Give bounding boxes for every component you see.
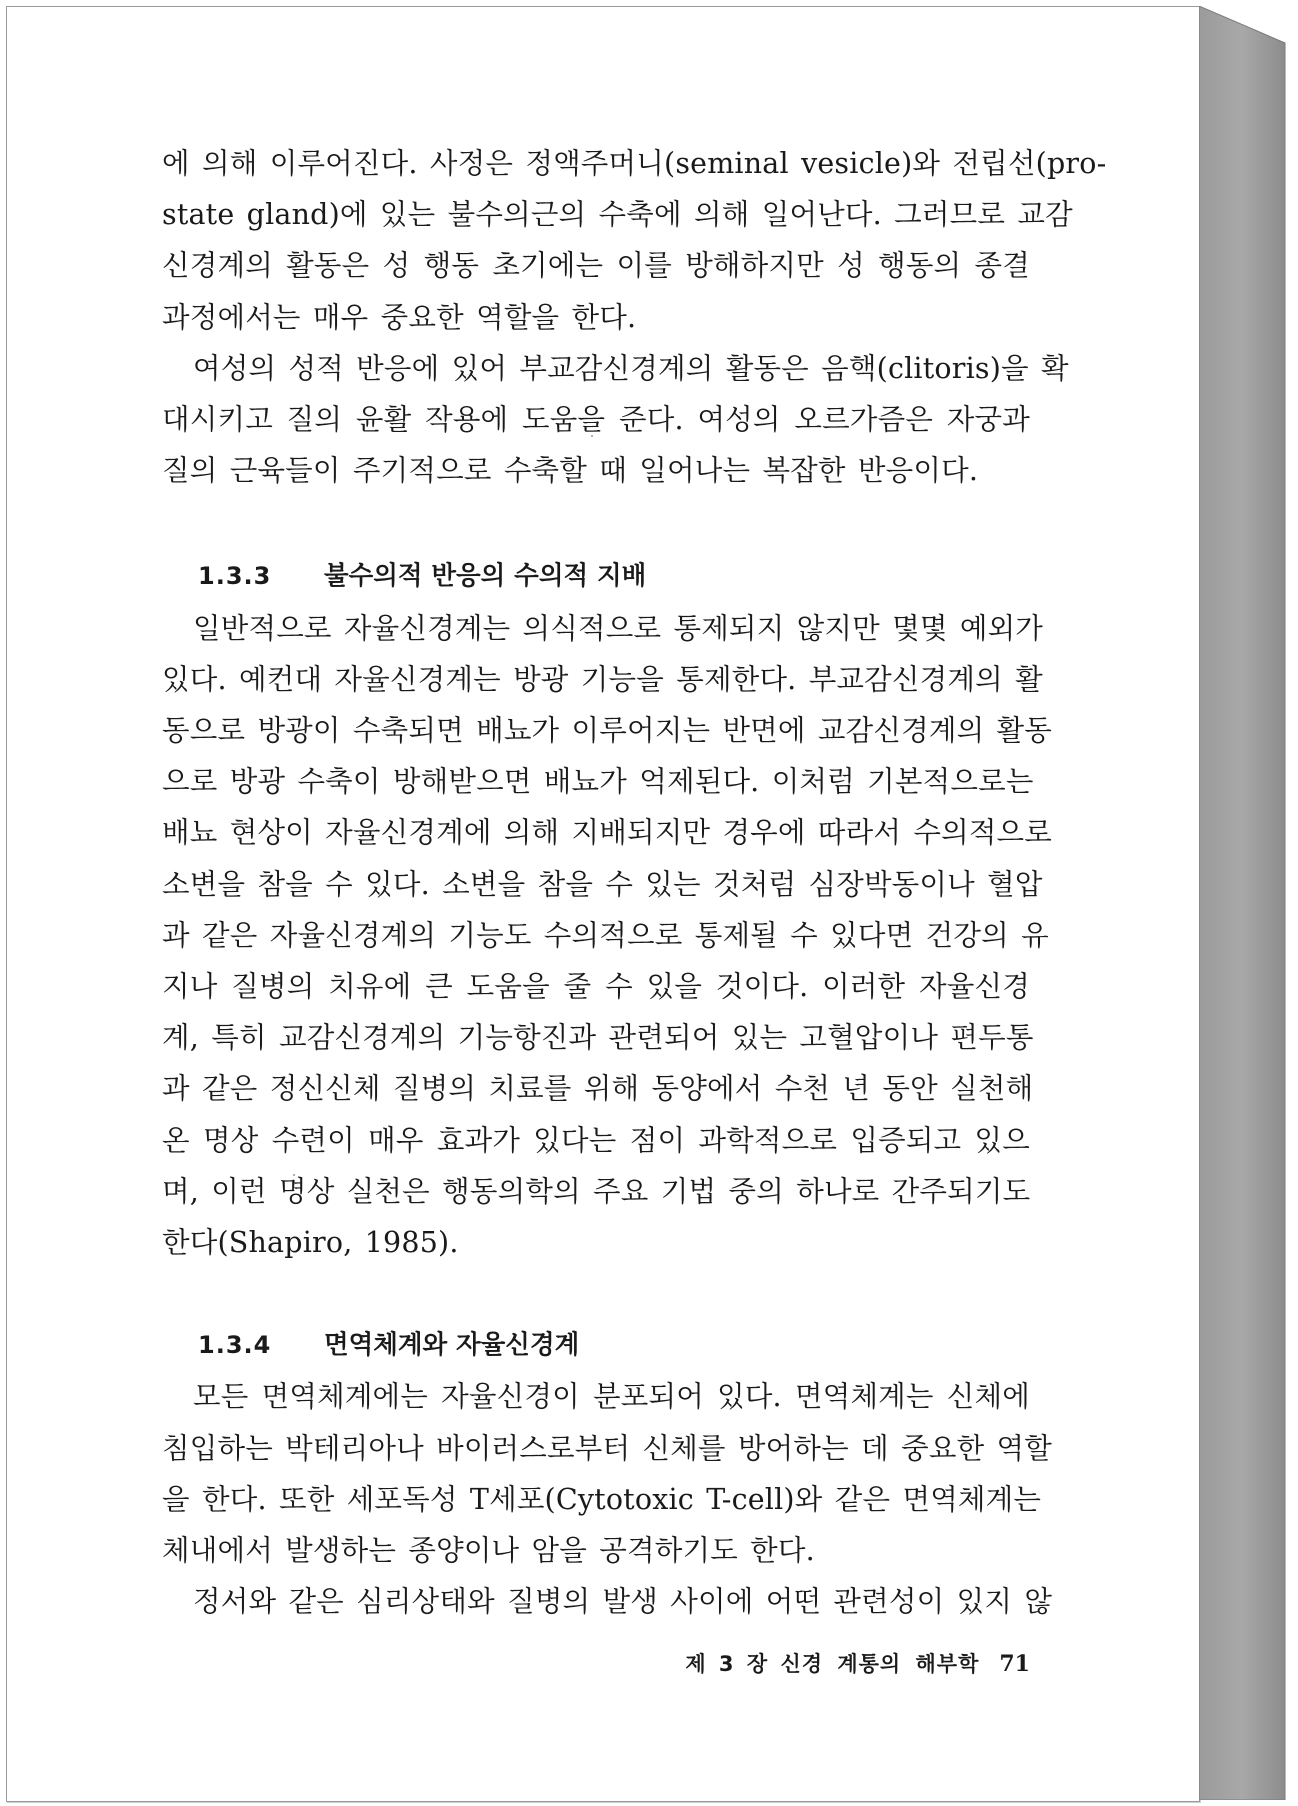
text-line: 체내에서 발생하는 종양이나 암을 공격하기도 한다. (162, 1534, 815, 1568)
text-line: 여성의 성적 반응에 있어 부교감신경계의 활동은 음핵(clitoris)을 확 (193, 351, 1069, 385)
text-line: 배뇨 현상이 자율신경계에 의해 지배되지만 경우에 따라서 수의적으로 (162, 816, 1053, 850)
section-spacer (162, 496, 1030, 551)
book-edge (1199, 6, 1289, 1800)
text-line: 침입하는 박테리아나 바이러스로부터 신체를 방어하는 데 중요한 역할 (162, 1431, 1053, 1465)
section-heading-1-3-4 (162, 1320, 1030, 1371)
text-line: 과 같은 정신신체 질병의 치료를 위해 동양에서 수천 년 동안 실천해 (162, 1072, 1034, 1106)
paragraph-emotion (162, 1576, 1053, 1627)
text-line: 동으로 방광이 수축되면 배뇨가 이루어지는 반면에 교감신경계의 활동 (162, 714, 1053, 748)
chapter-title: 신경 계통의 해부학 (780, 1652, 980, 1676)
section-spacer (162, 1268, 1030, 1320)
text-line: 에 의해 이루어진다. 사정은 정액주머니(seminal vesicle)와 전립선(pro- (162, 147, 1107, 180)
page-number: 71 (999, 1651, 1030, 1677)
text-line: 한다(Shapiro, 1985). (162, 1226, 459, 1260)
text-line: 으로 방광 수축이 방해받으면 배뇨가 억제된다. 이처럼 기본적으로는 (162, 765, 1034, 799)
page-content (162, 138, 1107, 1627)
text-line: 정서와 같은 심리상태와 질병의 발생 사이에 어떤 관련성이 있지 않 (193, 1585, 1053, 1619)
paragraph-female-response (162, 343, 1069, 497)
text-line: 일반적으로 자율신경계는 의식적으로 통제되지 않지만 몇몇 예외가 (193, 611, 1044, 645)
text-line: 과정에서는 매우 중요한 역할을 한다. (162, 300, 637, 334)
text-line: 계, 특히 교감신경계의 기능항진과 관련되어 있는 고혈압이나 편두통 (162, 1021, 1034, 1055)
section-title: 불수의적 반응의 수의적 지배 (324, 561, 647, 592)
chapter-label: 제 3 장 (685, 1652, 768, 1676)
paragraph-immune-system (162, 1371, 1053, 1576)
text-line: 모든 면역체계에는 자율신경이 분포되어 있다. 면역체계는 신체에 (193, 1380, 1030, 1414)
text-line: 온 명상 수련이 매우 효과가 있다는 점이 과학적으로 입증되고 있으 (162, 1123, 1030, 1157)
text-line: 과 같은 자율신경계의 기능도 수의적으로 통제될 수 있다면 건강의 유 (162, 918, 1049, 952)
section-title: 면역체계와 자율신경계 (324, 1330, 580, 1361)
text-line: 질의 근육들이 주기적으로 수축할 때 일어나는 복잡한 반응이다. (162, 454, 979, 488)
book-edge-shading (1199, 6, 1289, 1800)
text-line: 며, 이런 명상 실천은 행동의학의 주요 기법 중의 하나로 간주되기도 (162, 1174, 1031, 1208)
text-line: 을 한다. 또한 세포독성 T세포(Cytotoxic T-cell)와 같은 면역체계는 (162, 1482, 1042, 1516)
text-line: state gland)에 있는 불수의근의 수축에 의해 일어난다. 그러므로 교감 (162, 198, 1073, 232)
text-line: 신경계의 활동은 성 행동 초기에는 이를 방해하지만 성 행동의 종결 (162, 249, 1030, 283)
running-footer (660, 1648, 1030, 1678)
section-heading-1-3-3 (162, 551, 1030, 602)
paragraph-voluntary-control (162, 603, 1053, 1269)
section-number: 1.3.3 (198, 562, 272, 591)
text-line: 있다. 예컨대 자율신경계는 방광 기능을 통제한다. 부교감신경계의 활 (162, 662, 1043, 696)
section-number: 1.3.4 (198, 1331, 272, 1360)
text-line: 대시키고 질의 윤활 작용에 도움을 준다. 여성의 오르가즘은 자궁과 (162, 403, 1030, 437)
paragraph-ejaculation (162, 138, 1107, 343)
text-line: 소변을 참을 수 있다. 소변을 참을 수 있는 것처럼 심장박동이나 혈압 (162, 867, 1043, 901)
text-line: 지나 질병의 치유에 큰 도움을 줄 수 있을 것이다. 이러한 자율신경 (162, 970, 1030, 1004)
